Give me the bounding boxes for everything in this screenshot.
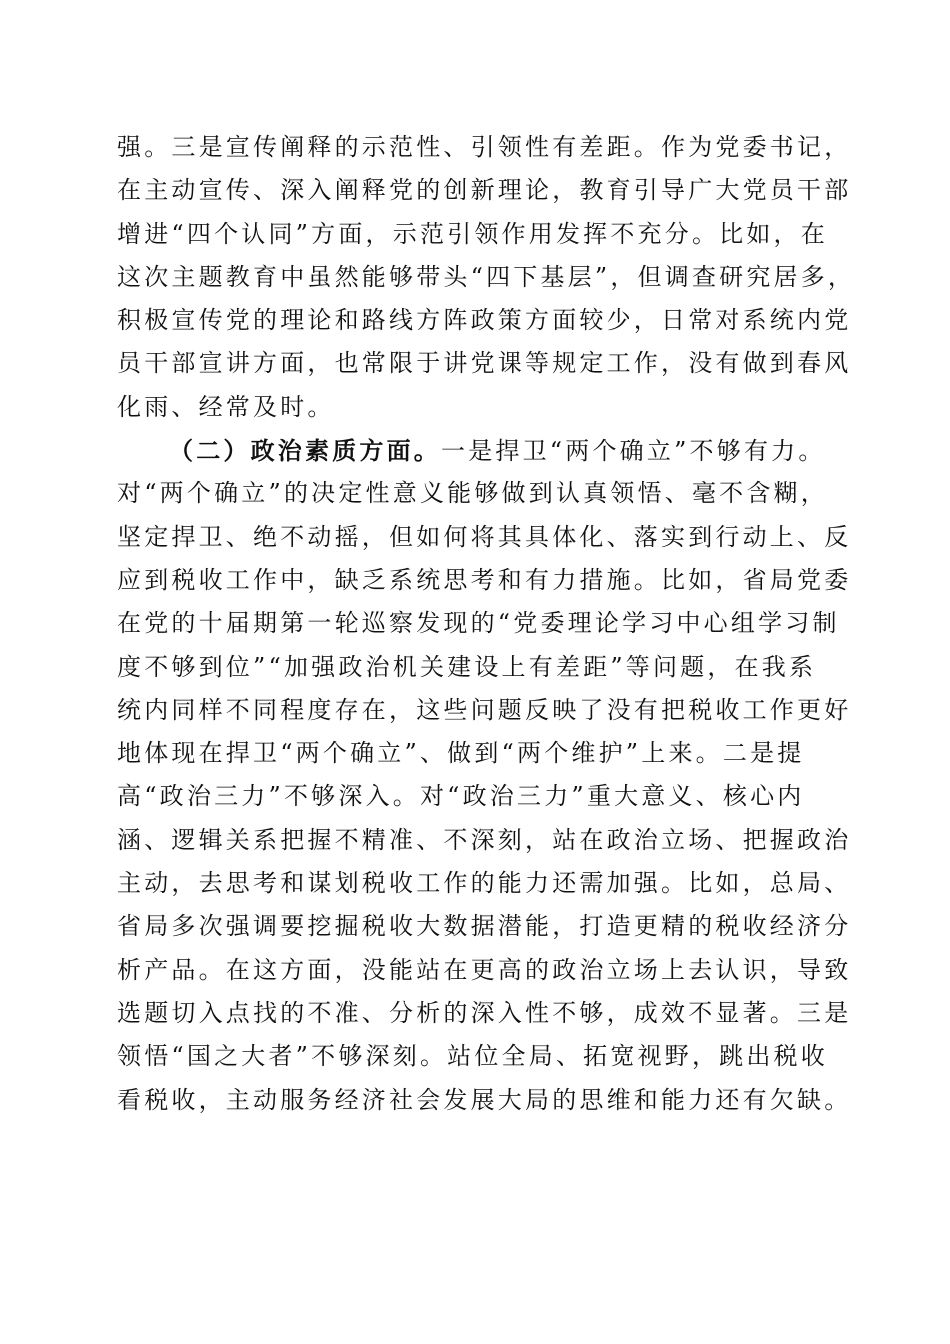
paragraph-1 — [117, 126, 856, 429]
text-run: 一是捍卫“两个确立”不够有力。 — [441, 437, 826, 466]
text-line: 高“政治三力”不够深入。对“政治三力”重大意义、核心内 — [117, 782, 805, 811]
text-line: 这次主题教育中虽然能够带头“四下基层”，但调查研究居多， — [117, 262, 856, 291]
text-line: 员干部宣讲方面，也常限于讲党课等规定工作，没有做到春风 — [117, 349, 852, 378]
text-line: 主动，去思考和谋划税收工作的能力还需加强。比如，总局、 — [117, 869, 852, 898]
text-line: 积极宣传党的理论和路线方阵政策方面较少，日常对系统内党 — [117, 306, 852, 335]
text-line: 化雨、经常及时。 — [117, 392, 335, 421]
text-line: 统内同样不同程度存在，这些问题反映了没有把税收工作更好 — [117, 695, 852, 724]
text-line: 看税收，主动服务经济社会发展大局的思维和能力还有欠缺。 — [117, 1085, 852, 1114]
text-line: 应到税收工作中，缺乏系统思考和有力措施。比如，省局党委 — [117, 565, 852, 594]
paragraph-2 — [117, 429, 852, 1122]
text-line: 领悟“国之大者”不够深刻。站位全局、拓宽视野，跳出税收 — [117, 1042, 828, 1071]
section-heading: （二）政治素质方面。 — [169, 436, 441, 466]
text-line: 度不够到位”“加强政治机关建设上有差距”等问题，在我系 — [117, 652, 817, 681]
paragraph-2-first-line — [117, 429, 837, 472]
text-line: 地体现在捍卫“两个确立”、做到“两个维护”上来。二是提 — [117, 739, 805, 768]
text-line: 坚定捍卫、绝不动摇，但如何将其具体化、落实到行动上、反 — [117, 522, 852, 551]
text-line: 省局多次强调要挖掘税收大数据潜能，打造更精的税收经济分 — [117, 912, 852, 941]
text-line: 析产品。在这方面，没能站在更高的政治立场上去认识，导致 — [117, 955, 852, 984]
text-line: 对“两个确立”的决定性意义能够做到认真领悟、毫不含糊， — [117, 479, 828, 508]
text-line: 增进“四个认同”方面，示范引领作用发挥不充分。比如，在 — [117, 219, 828, 248]
text-line: 在党的十届期第一轮巡察发现的“党委理论学习中心组学习制 — [117, 609, 840, 638]
text-line: 强。三是宣传阐释的示范性、引领性有差距。作为党委书记， — [117, 133, 852, 161]
document-body — [117, 126, 856, 1122]
text-line: 涵、逻辑关系把握不精准、不深刻，站在政治立场、把握政治 — [117, 825, 852, 854]
text-line: 选题切入点找的不准、分析的深入性不够，成效不显著。三是 — [117, 998, 852, 1027]
text-line: 在主动宣传、深入阐释党的创新理论，教育引导广大党员干部 — [117, 176, 852, 205]
